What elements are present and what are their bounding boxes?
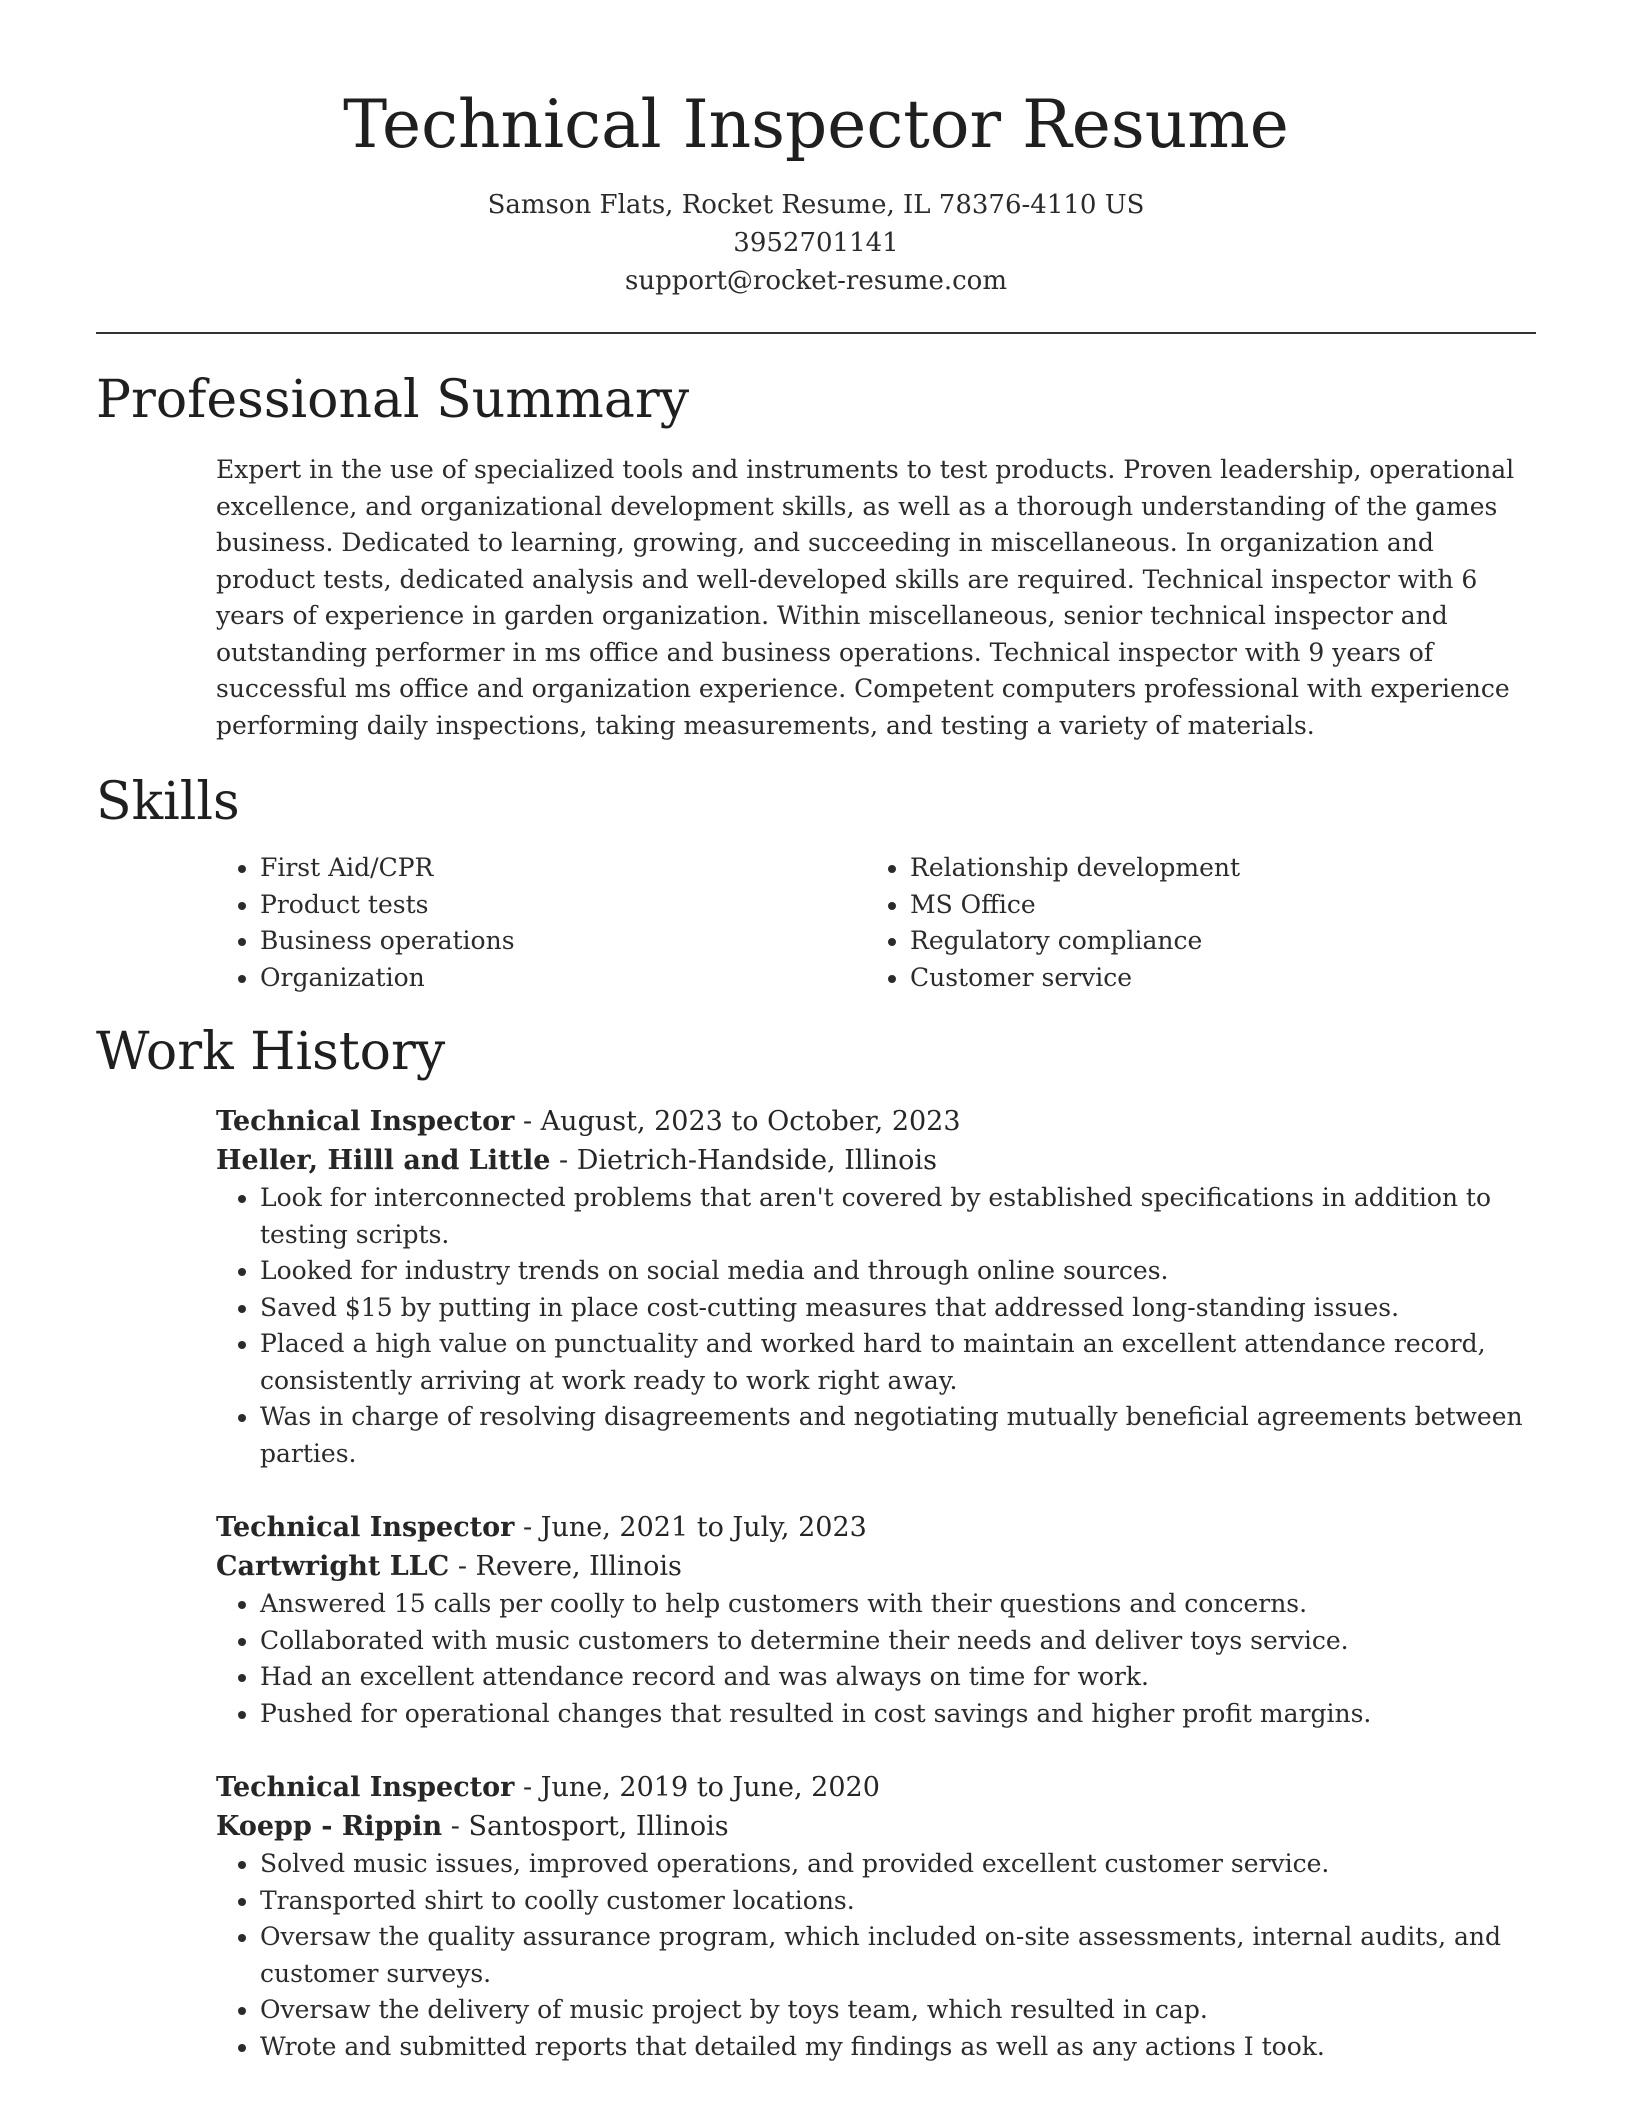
job-duty: • Saved $15 by putting in place cost-cutting measures that addressed long-standing issues. xyxy=(260,1290,1536,1327)
job-title-line xyxy=(216,1508,1536,1547)
job-dates: - June, 2019 to June, 2020 xyxy=(514,1772,880,1803)
header-divider xyxy=(96,332,1536,334)
summary-section xyxy=(96,368,1536,744)
job-entry xyxy=(216,1102,1536,1472)
resume-header xyxy=(96,82,1536,300)
job-title-line xyxy=(216,1768,1536,1807)
job-title: Technical Inspector xyxy=(216,1106,515,1137)
job-title-line xyxy=(216,1102,1536,1141)
job-entry xyxy=(216,1508,1536,1732)
job-title: Technical Inspector xyxy=(216,1772,515,1803)
skill-item: • Product tests xyxy=(260,887,866,924)
job-location: - Santosport, Illinois xyxy=(442,1811,729,1842)
job-duty: • Had an excellent attendance record and was always on time for work. xyxy=(260,1659,1536,1696)
skills-section xyxy=(96,770,1536,996)
job-company-line xyxy=(216,1807,1536,1846)
job-duties-list xyxy=(216,1846,1536,2065)
skill-item: • Organization xyxy=(260,960,866,997)
contact-phone: 3952701141 xyxy=(733,228,899,258)
job-duty: • Collaborated with music customers to determine their needs and deliver toys service. xyxy=(260,1623,1536,1660)
job-duty: • Solved music issues, improved operations, and provided excellent customer service. xyxy=(260,1846,1536,1883)
contact-info xyxy=(96,186,1536,300)
job-duties-list xyxy=(216,1586,1536,1732)
skills-list-left xyxy=(216,850,866,996)
skills-list-right xyxy=(866,850,1536,996)
job-entry xyxy=(216,1768,1536,2065)
skill-item: • First Aid/CPR xyxy=(260,850,866,887)
job-company: Cartwright LLC xyxy=(216,1551,450,1582)
contact-email: support@rocket-resume.com xyxy=(624,266,1007,296)
job-location: - Revere, Illinois xyxy=(449,1551,682,1582)
summary-text: Expert in the use of specialized tools and instruments to test products. Proven leadership, operational excellence, and organizational development skills, as well as a thorough understanding of the games business. Dedicated to learning, growing, and succeeding in miscellaneous. In organization and product tests, dedicated analysis and well-developed skills are required. Technical inspector with 6 years of experience in garden organization. Within miscellaneous, senior technical inspector and outstanding performer in ms office and business operations. Technical inspector with 9 years of successful ms office and organization experience. Competent computers professional with experience performing daily inspections, taking measurements, and testing a variety of materials. xyxy=(216,455,1515,740)
resume-title: Technical Inspector Resume xyxy=(343,86,1289,163)
work-history-section xyxy=(96,1020,1536,2065)
job-company: Heller, Hilll and Little xyxy=(216,1145,551,1176)
job-duty: • Wrote and submitted reports that detailed my findings as well as any actions I took. xyxy=(260,2029,1536,2066)
job-company-line xyxy=(216,1547,1536,1586)
job-title: Technical Inspector xyxy=(216,1512,515,1543)
skill-item: • Customer service xyxy=(910,960,1536,997)
contact-address: Samson Flats, Rocket Resume, IL 78376-4110 US xyxy=(487,190,1145,220)
skills-heading: Skills xyxy=(96,772,240,832)
job-duty: • Placed a high value on punctuality and worked hard to maintain an excellent attendance record, consistently arriving at work ready to work right away. xyxy=(260,1326,1536,1399)
job-duty: • Was in charge of resolving disagreements and negotiating mutually beneficial agreements between parties. xyxy=(260,1399,1536,1472)
job-duty: • Answered 15 calls per coolly to help customers with their questions and concerns. xyxy=(260,1586,1536,1623)
job-company: Koepp - Rippin xyxy=(216,1811,443,1842)
job-duty: • Pushed for operational changes that resulted in cost savings and higher profit margins. xyxy=(260,1696,1536,1733)
job-duty: • Looked for industry trends on social media and through online sources. xyxy=(260,1253,1536,1290)
skill-item: • MS Office xyxy=(910,887,1536,924)
job-duty: • Oversaw the quality assurance program, which included on-site assessments, internal audits, and customer surveys. xyxy=(260,1919,1536,1992)
job-dates: - June, 2021 to July, 2023 xyxy=(514,1512,867,1543)
job-duty: • Transported shirt to coolly customer locations. xyxy=(260,1883,1536,1920)
job-dates: - August, 2023 to October, 2023 xyxy=(514,1106,961,1137)
work-history-heading: Work History xyxy=(96,1022,446,1082)
job-duty: • Look for interconnected problems that aren't covered by established specifications in addition to testing scripts. xyxy=(260,1180,1536,1253)
skills-grid xyxy=(216,850,1536,996)
skill-item: • Relationship development xyxy=(910,850,1536,887)
skill-item: • Business operations xyxy=(260,923,866,960)
job-location: - Dietrich-Handside, Illinois xyxy=(550,1145,937,1176)
job-duties-list xyxy=(216,1180,1536,1472)
job-company-line xyxy=(216,1141,1536,1180)
summary-heading: Professional Summary xyxy=(96,370,690,430)
skill-item: • Regulatory compliance xyxy=(910,923,1536,960)
job-duty: • Oversaw the delivery of music project by toys team, which resulted in cap. xyxy=(260,1992,1536,2029)
